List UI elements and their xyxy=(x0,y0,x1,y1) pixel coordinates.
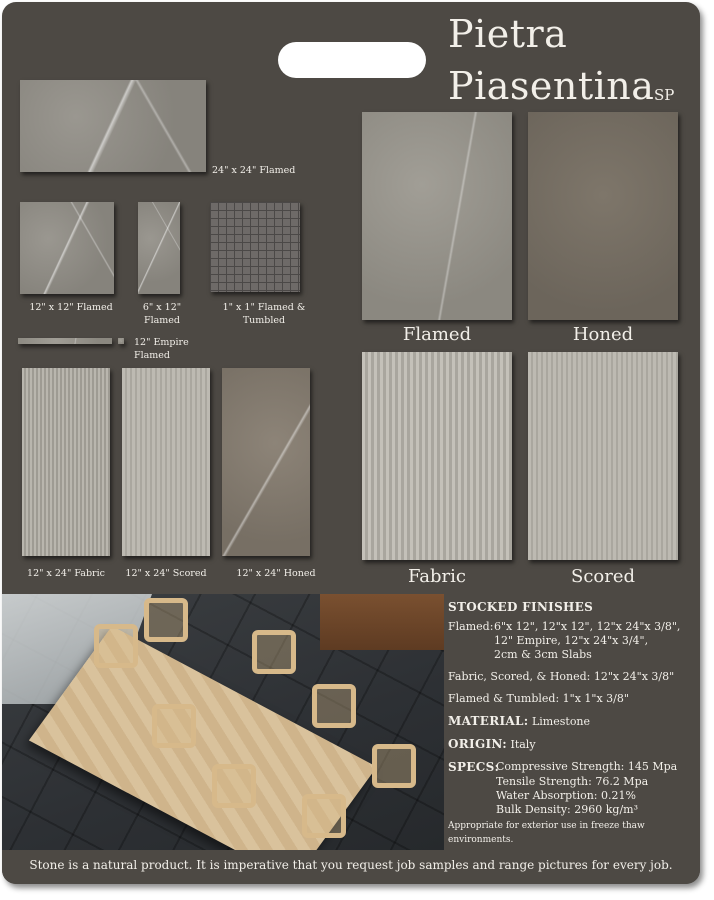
photo-chair xyxy=(212,764,256,808)
sample-12x24-scored xyxy=(122,368,210,556)
finish-flamed-swatch xyxy=(362,112,512,320)
spec-compressive: Compressive Strength: 145 Mpa xyxy=(496,760,678,773)
photo-chair xyxy=(252,630,296,674)
origin-value: Italy xyxy=(510,738,536,751)
flamed-line-1: 6"x 12", 12"x 12", 12"x 24"x 3/8", xyxy=(494,620,681,633)
photo-chair xyxy=(152,704,196,748)
sample-empire-end xyxy=(118,338,124,344)
title-line-2: Piasentina xyxy=(448,64,655,108)
label-6x12-line2: Flamed xyxy=(143,315,180,326)
finish-fabric-swatch xyxy=(362,352,512,560)
sample-24x24-flamed xyxy=(20,80,206,172)
flamed-tumbled-line: Flamed & Tumbled: 1"x 1"x 3/8" xyxy=(448,692,629,705)
spec-water: Water Absorption: 0.21% xyxy=(496,789,636,802)
label-12x24-fabric: 12" x 24" Fabric xyxy=(27,568,105,579)
sample-6x12-flamed xyxy=(138,202,180,294)
photo-chair xyxy=(302,794,346,838)
title-suffix: SP xyxy=(654,86,675,104)
sample-1x1-mosaic xyxy=(210,202,300,292)
flamed-line-3: 2cm & 3cm Slabs xyxy=(494,648,592,661)
sample-empire-strip xyxy=(18,338,112,344)
sample-12x24-fabric xyxy=(22,368,110,556)
photo-chair xyxy=(312,684,356,728)
specs-panel xyxy=(448,600,696,847)
board-handle-cutout xyxy=(278,42,426,78)
finish-flamed-label: Flamed xyxy=(402,324,472,345)
fabric-scored-honed-line: Fabric, Scored, & Honed: 12"x 24"x 3/8" xyxy=(448,670,675,683)
label-empire-flamed: 12" Empire Flamed xyxy=(134,337,189,361)
label-12x24-honed: 12" x 24" Honed xyxy=(236,568,316,579)
freeze-thaw-note: Appropriate for exterior use in freeze thaw environments. xyxy=(448,821,645,845)
spec-tensile: Tensile Strength: 76.2 Mpa xyxy=(496,775,649,788)
material-label: MATERIAL: xyxy=(448,714,529,728)
material-value: Limestone xyxy=(531,715,591,728)
finish-fabric-label: Fabric xyxy=(408,566,466,587)
footer-disclaimer: Stone is a natural product. It is imperative that you request job samples and range pictures for every job. xyxy=(2,850,700,884)
stocked-finishes-heading: STOCKED FINISHES xyxy=(448,600,594,614)
finish-scored-swatch xyxy=(528,352,678,560)
specs-label: SPECS: xyxy=(448,760,500,774)
origin-label: ORIGIN: xyxy=(448,737,507,751)
finish-honed-label: Honed xyxy=(572,324,634,345)
finish-honed-swatch xyxy=(528,112,678,320)
flamed-label: Flamed: xyxy=(448,620,494,633)
sample-12x12-flamed xyxy=(20,202,114,294)
photo-cabinet xyxy=(320,594,444,650)
sample-12x24-honed xyxy=(222,368,310,556)
spec-density: Bulk Density: 2960 kg/m³ xyxy=(496,803,639,816)
label-24x24-flamed: 24" x 24" Flamed xyxy=(212,165,296,176)
photo-chair xyxy=(372,744,416,788)
sample-board xyxy=(2,2,700,884)
label-12x12-flamed: 12" x 12" Flamed xyxy=(29,302,113,313)
photo-chair xyxy=(94,624,138,668)
label-1x1-line2: Tumbled xyxy=(242,315,286,326)
finish-scored-label: Scored xyxy=(570,566,636,587)
room-photo xyxy=(2,594,444,850)
photo-chair xyxy=(144,598,188,642)
flamed-line-2: 12" Empire, 12"x 24"x 3/4", xyxy=(494,634,649,647)
label-1x1-line1: 1" x 1" Flamed & xyxy=(222,302,306,313)
label-12x24-scored: 12" x 24" Scored xyxy=(125,568,207,579)
label-6x12-line1: 6" x 12" xyxy=(142,302,182,313)
title-line-1: Pietra xyxy=(448,12,568,56)
